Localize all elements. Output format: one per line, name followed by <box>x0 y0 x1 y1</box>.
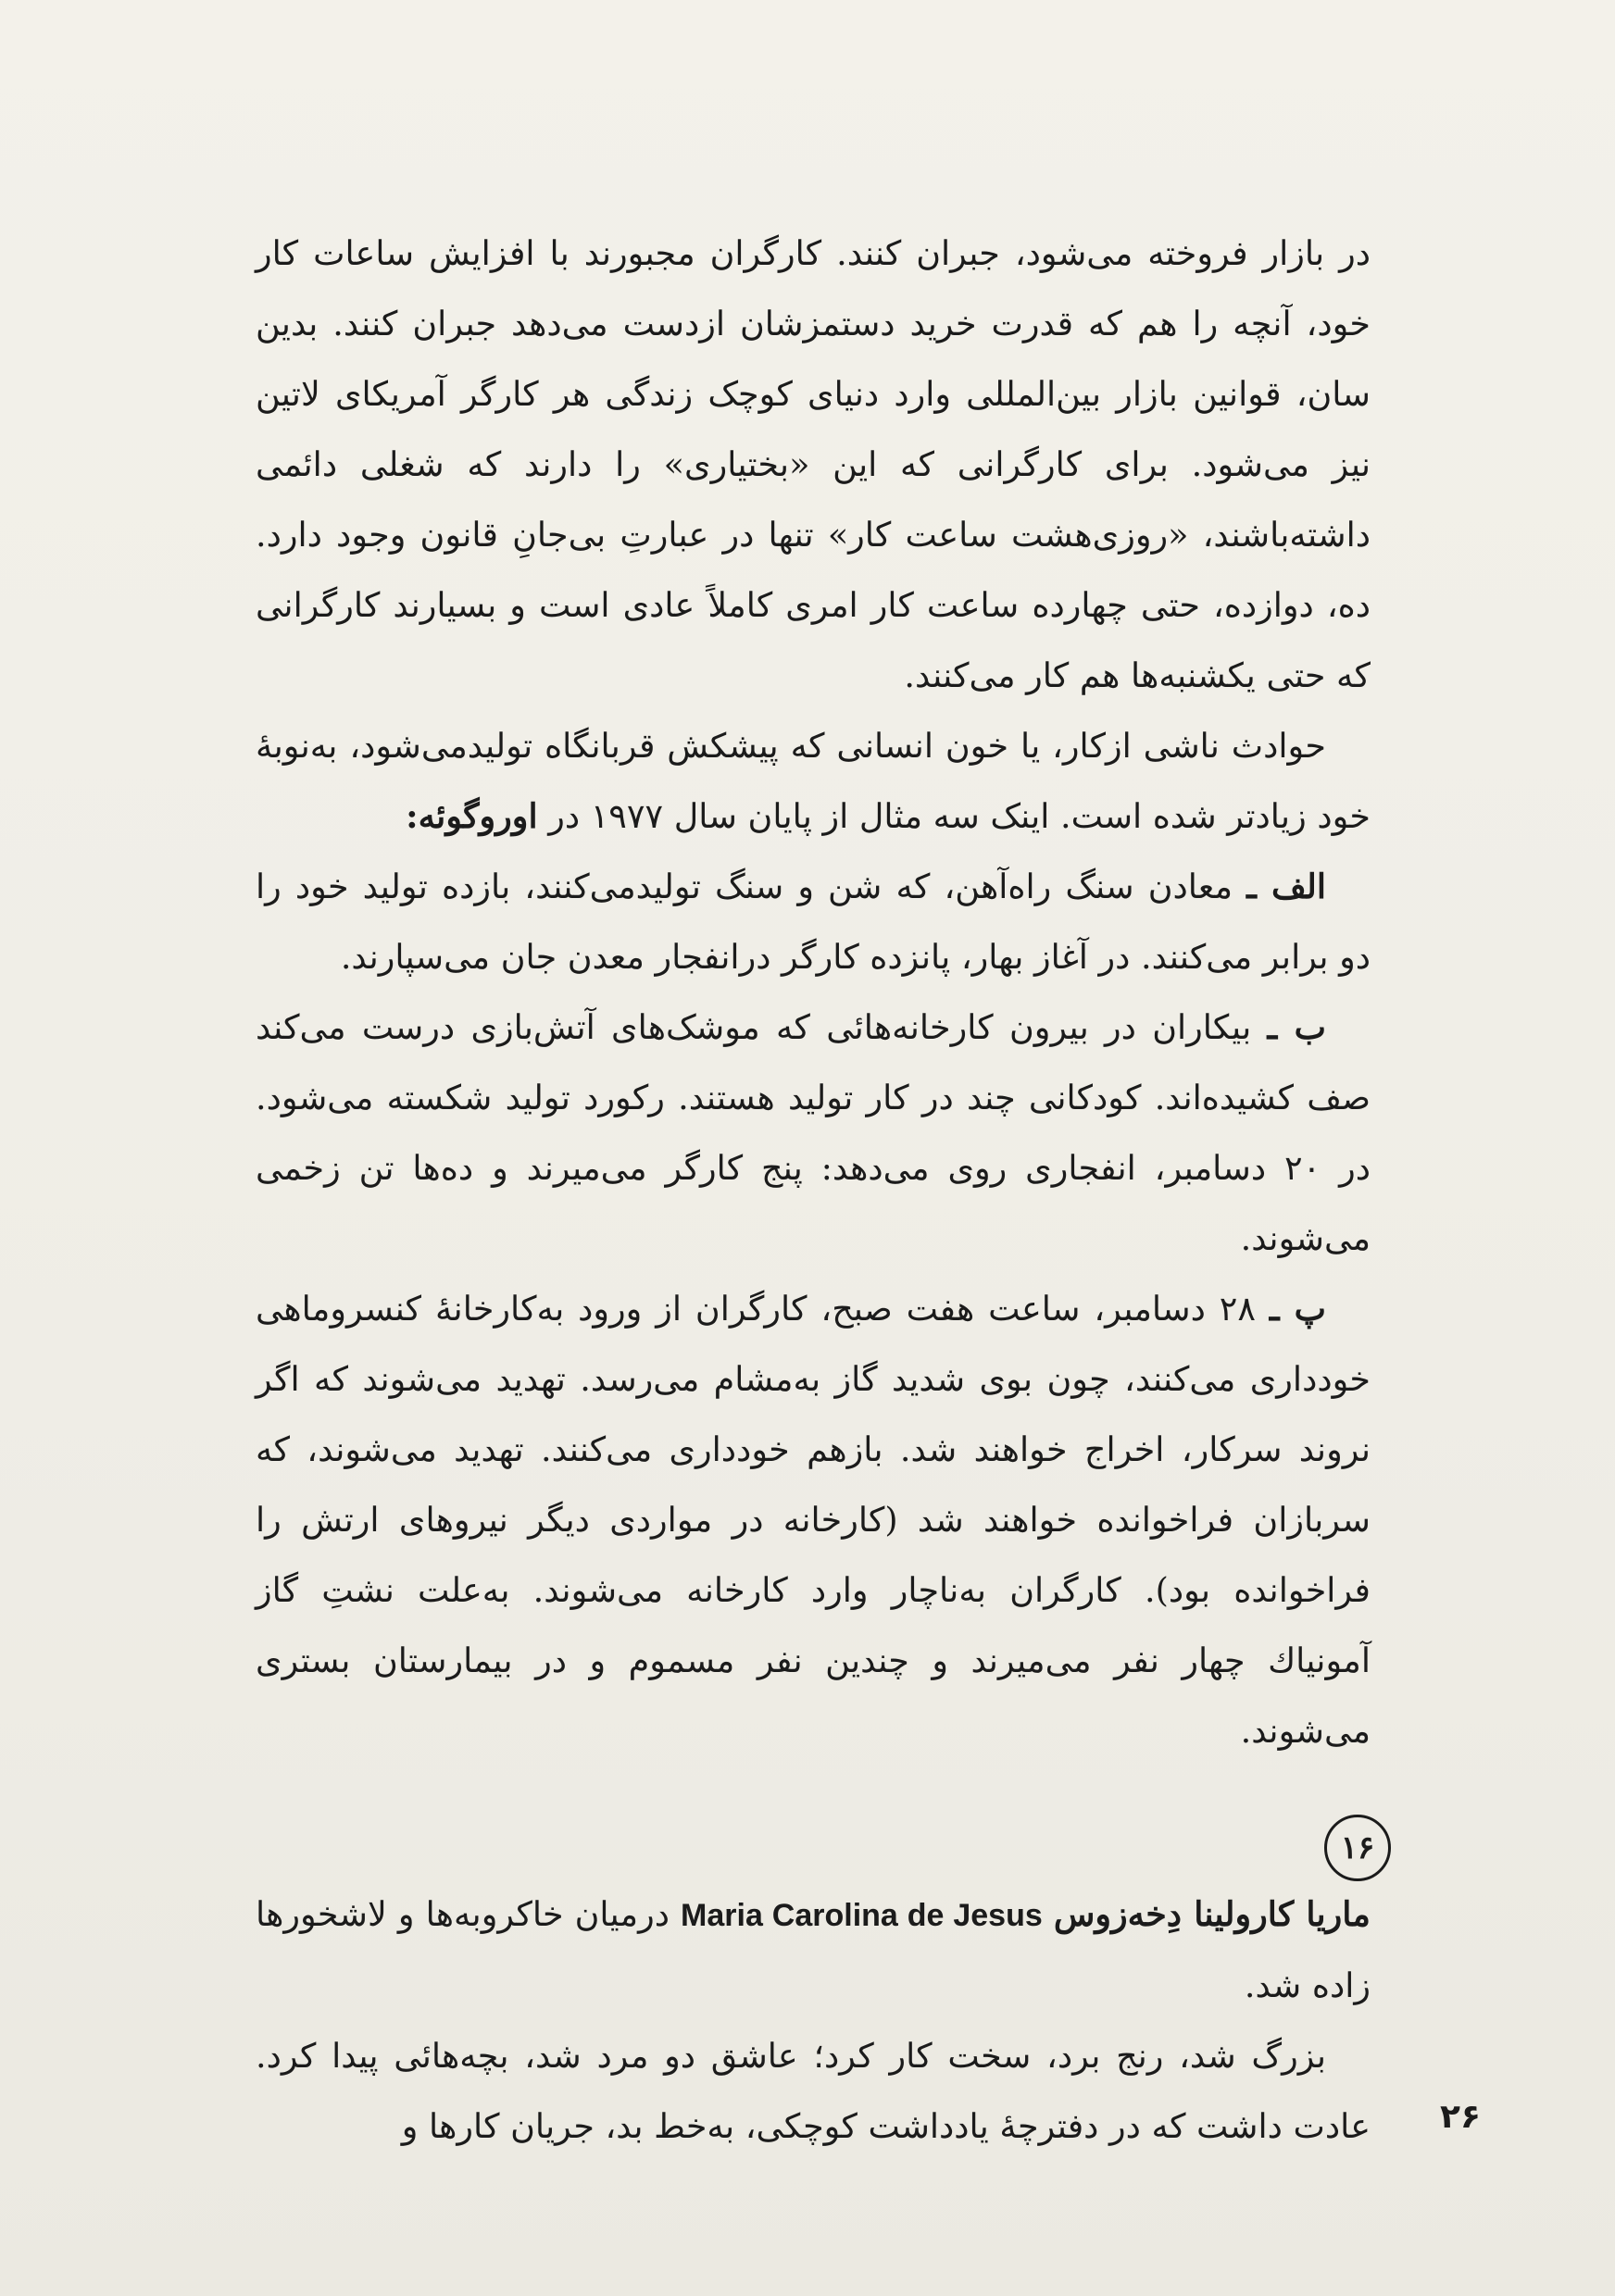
text-line: اوروگوئه: <box>406 796 538 836</box>
section-number-badge <box>1324 1815 1391 1881</box>
paragraph-example-be <box>256 992 1371 1274</box>
text-line: شکسته می‌شود. در ۲۰ دسامبر، انفجاری روی می‌دهد: پنج کارگر می‌میرند و <box>256 1078 1371 1188</box>
paragraph-work-accidents <box>256 711 1371 852</box>
text-line: است و بسیارند کارگرانی که حتی یکشنبه‌ها هم کار می‌کنند. <box>256 585 1371 695</box>
paragraph-maria-life <box>256 2021 1371 2162</box>
example-label-alef: الف ـ <box>1246 867 1327 906</box>
text-line: شغلی دائمی داشته‌باشند، «روزی‌هشت ساعت کار» تنها در عبارتِ بی‌جانِ <box>256 444 1371 555</box>
paragraph-working-hours <box>256 218 1371 711</box>
text-line: را دو برابر می‌کنند. در آغاز بهار، پانزده کارگر درانفجار معدن جان <box>256 867 1371 977</box>
text-line: نیروهای ارتش را فراخوانده بود). کارگران به‌ناچار وارد کارخانه می‌شوند. <box>256 1500 1371 1610</box>
text-line: ده‌ها تن زخمی می‌شوند. <box>256 1148 1371 1258</box>
text-line: بیمارستان بستری می‌شوند. <box>256 1641 1371 1751</box>
main-text-top <box>256 218 1371 1766</box>
text-line: بدین سان، قوانین بازار بین‌المللی وارد دنیای کوچک زندگی هر کارگر <box>256 304 1371 414</box>
person-name-fa: ماریا کارولینا دِخه‌زوس <box>1053 1894 1371 1934</box>
text-line: درمیان خاکروبه‌ها و <box>397 1894 682 1934</box>
text-line: به‌نوبهٔ خود زیادتر شده است. اینک سه مثال از پایان سال ۱۹۷۷ در <box>256 726 1371 836</box>
text-line: بزرگ شد، رنج برد، سخت کار کرد؛ عاشق دو مرد شد، بچه‌هائی پیدا کرد. <box>256 2036 1326 2076</box>
text-line: می‌سپارند. <box>340 937 491 977</box>
text-line: به‌علت نشتِ گاز آمونیاك چهار نفر می‌میرند و چندین نفر مسموم و در <box>256 1570 1371 1680</box>
section-number: ۱۶ <box>1340 1829 1375 1866</box>
text-line: کار خود، آنچه را هم که قدرت خرید دستمزشان ازدست می‌دهد جبران کنند. <box>256 233 1371 343</box>
text-line: قانون وجود دارد. ده، دوازده، حتی چهارده ساعت کار امری کاملاً عادی <box>256 515 1371 625</box>
text-line: لاشخورها زاده شد. <box>256 1894 1371 2005</box>
text-line: معادن سنگ راه‌آهن، که شن و سنگ تولیدمی‌کنند، بازده تولید خود <box>294 867 1247 906</box>
example-label-be: ب ـ <box>1267 1007 1327 1047</box>
person-name-latin: Maria Carolina de Jesus <box>681 1898 1043 1933</box>
paragraph-example-alef <box>256 852 1371 992</box>
text-line: کنسروماهی خودداری می‌کنند، چون بوی شدید گاز به‌مشام می‌رسد. تهدید <box>256 1289 1371 1399</box>
text-line: می‌کند صف کشیده‌اند. کودکانی چند در کار تولید هستند. رکورد تولید <box>256 1007 1371 1117</box>
text-line: بیکاران در بیرون کارخانه‌هائی که موشک‌های آتش‌بازی درست <box>361 1007 1268 1047</box>
text-line: در بازار فروخته می‌شود، جبران کنند. کارگران مجبورند با افزایش ساعات <box>313 233 1371 273</box>
main-text-bottom <box>256 1879 1371 2162</box>
text-line: عادت داشت که در دفترچهٔ یادداشت کوچکی، به‌خط بد، جریان کارها و <box>401 2106 1371 2146</box>
text-line: حوادث ناشی ازکار، یا خون انسانی که پیشکش قربانگاه تولیدمی‌شود، <box>349 726 1326 766</box>
text-line: می‌شوند که اگر نروند سرکار، اخراج خواهند شد. بازهم خودداری می‌کنند. <box>256 1359 1371 1469</box>
text-line: آمریکای لاتین نیز می‌شود. برای کارگرانی که این «بختیاری» را دارند که <box>256 374 1371 484</box>
paragraph-example-pe <box>256 1274 1371 1766</box>
text-line: ۲۸ دسامبر، ساعت هفت صبح، کارگران از ورود به‌کارخانهٔ <box>434 1289 1270 1329</box>
text-line: تهدید می‌شوند، که سربازان فراخوانده خواهند شد (کارخانه در مواردی دیگر <box>256 1429 1371 1540</box>
paragraph-maria-intro <box>256 1879 1371 2021</box>
page-number: ۲۶ <box>1440 2098 1481 2136</box>
example-label-pe: پ ـ <box>1269 1289 1326 1329</box>
